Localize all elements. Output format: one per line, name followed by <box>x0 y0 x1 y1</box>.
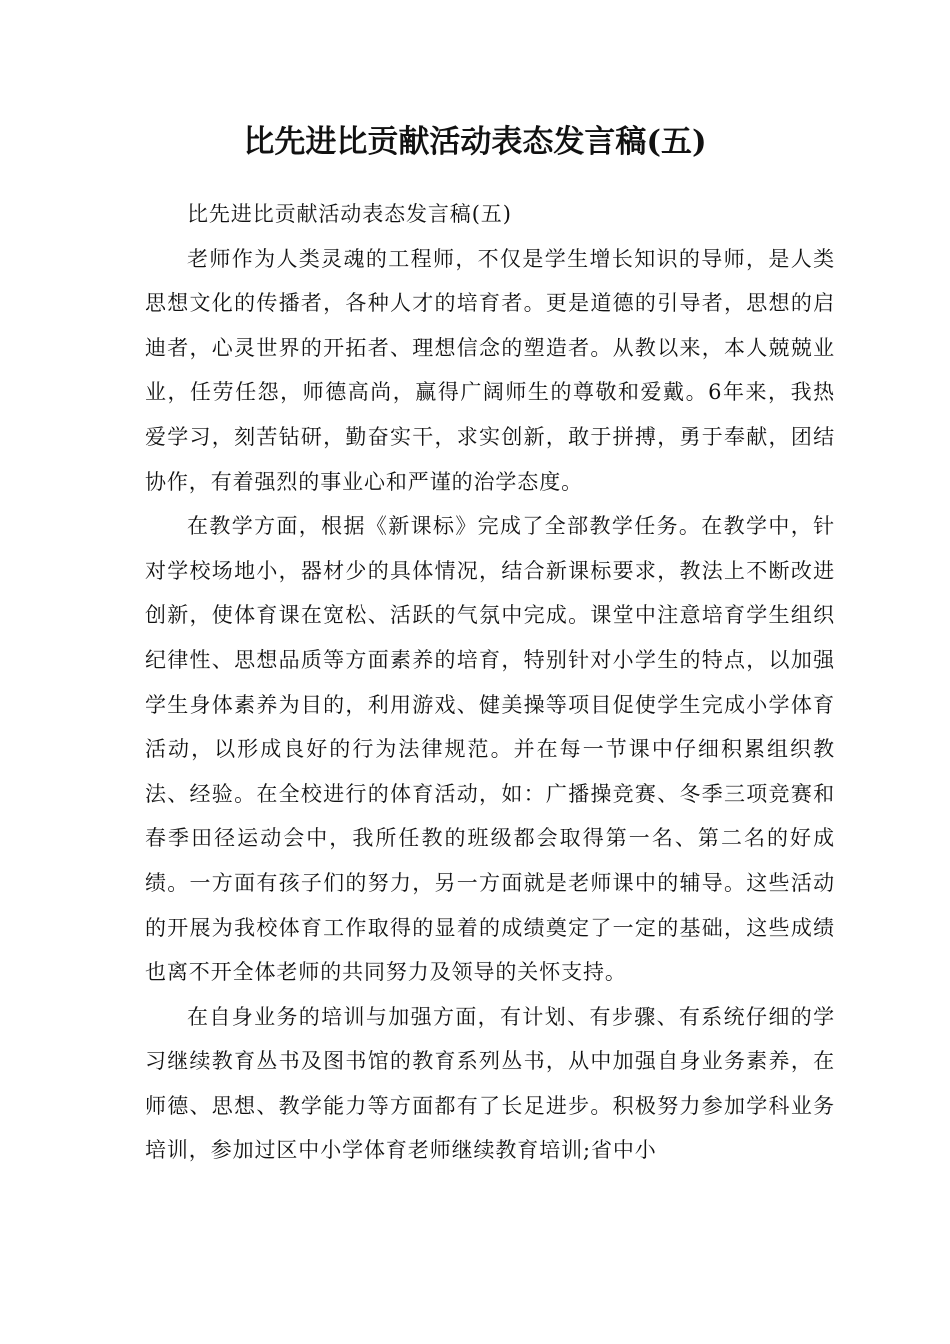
paragraph-teaching: 在教学方面，根据《新课标》完成了全部教学任务。在教学中，针对学校场地小，器材少的具体情况，结合新课标要求，教法上不断改进创新，使体育课在宽松、活跃的气氛中完成。课堂中注意培育学生组织纪律性、思想品质等方面素养的培育，特别针对小学生的特点，以加强学生身体素养为目的，利用游戏、健美操等项目促使学生完成小学体育活动，以形成良好的行为法律规范。并在每一节课中仔细积累组织教法、经验。在全校进行的体育活动，如：广播操竞赛、冬季三项竞赛和春季田径运动会中，我所任教的班级都会取得第一名、第二名的好成绩。一方面有孩子们的努力，另一方面就是老师课中的辅导。这些活动的开展为我校体育工作取得的显着的成绩奠定了一定的基础，这些成绩也离不开全体老师的共同努力及领导的关怀支持。 <box>145 514 835 985</box>
paragraph-training: 在自身业务的培训与加强方面，有计划、有步骤、有系统仔细的学习继续教育丛书及图书馆的教育系列丛书，从中加强自身业务素养，在师德、思想、教学能力等方面都有了长足进步。积极努力参加学科业务培训，参加过区中小学体育老师继续教育培训;省中小 <box>145 1004 835 1163</box>
paragraph-subtitle: 比先进比贡献活动表态发言稿(五) <box>187 202 512 226</box>
paragraph-intro: 老师作为人类灵魂的工程师，不仅是学生增长知识的导师，是人类思想文化的传播者，各种人才的培育者。更是道德的引导者，思想的启迪者，心灵世界的开拓者、理想信念的塑造者。从教以来，本人兢兢业业，任劳任怨，师德高尚，赢得广阔师生的尊敬和爱戴。6年来，我热爱学习，刻苦钻研，勤奋实干，求实创新，敢于拼搏，勇于奉献，团结协作，有着强烈的事业心和严谨的治学态度。 <box>145 246 835 494</box>
document-title: 比先进比贡献活动表态发言稿(五) <box>243 124 707 160</box>
document-body <box>145 192 835 1173</box>
